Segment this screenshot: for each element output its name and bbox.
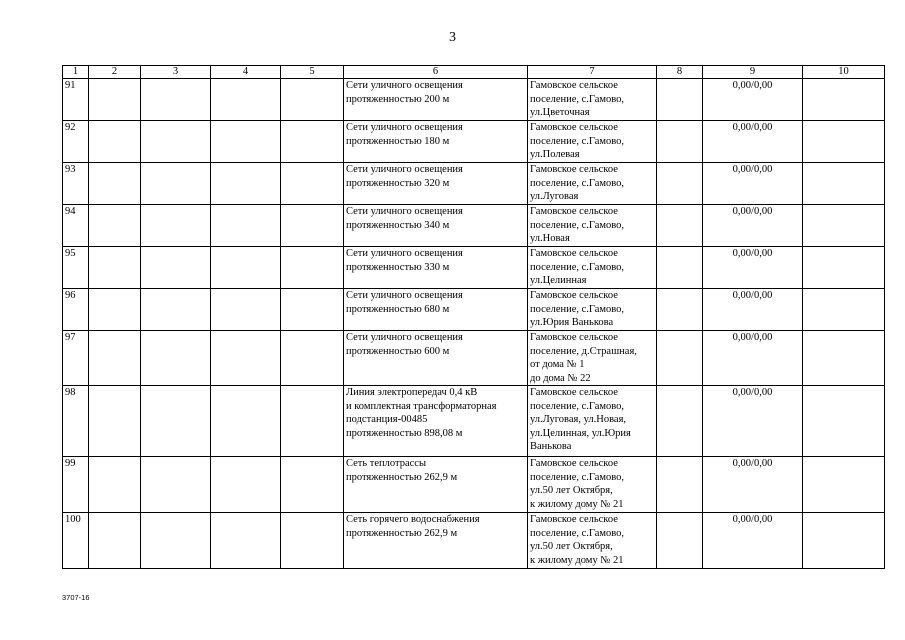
address-cell: Гамовское сельское поселение, с.Гамово, ул.Луговая [528, 163, 657, 205]
column-4-cell [211, 331, 281, 386]
column-header: 2 [89, 66, 141, 79]
column-header: 9 [703, 66, 803, 79]
value-cell: 0,00/0,00 [703, 331, 803, 386]
column-10-cell [803, 205, 885, 247]
column-4-cell [211, 205, 281, 247]
table-row [63, 513, 885, 569]
column-2-cell [89, 457, 141, 513]
value-cell: 0,00/0,00 [703, 163, 803, 205]
column-5-cell [281, 386, 344, 457]
column-10-cell [803, 513, 885, 569]
table-row [63, 457, 885, 513]
column-5-cell [281, 205, 344, 247]
column-header: 8 [657, 66, 703, 79]
row-number-cell: 92 [63, 121, 89, 163]
column-10-cell [803, 79, 885, 121]
object-name-cell: Сети уличного освещения протяженностью 320 м [344, 163, 528, 205]
column-3-cell [141, 386, 211, 457]
address-cell: Гамовское сельское поселение, д.Страшная, от дома № 1 до дома № 22 [528, 331, 657, 386]
column-8-cell [657, 457, 703, 513]
table-row [63, 205, 885, 247]
column-2-cell [89, 331, 141, 386]
table-row [63, 79, 885, 121]
object-name-cell: Сети уличного освещения протяженностью 680 м [344, 289, 528, 331]
column-5-cell [281, 121, 344, 163]
column-header: 7 [528, 66, 657, 79]
column-header: 1 [63, 66, 89, 79]
column-3-cell [141, 289, 211, 331]
column-2-cell [89, 247, 141, 289]
value-cell: 0,00/0,00 [703, 205, 803, 247]
column-4-cell [211, 513, 281, 569]
row-number-cell: 97 [63, 331, 89, 386]
column-header: 10 [803, 66, 885, 79]
column-2-cell [89, 79, 141, 121]
address-cell: Гамовское сельское поселение, с.Гамово, ул.Луговая, ул.Новая, ул.Целинная, ул.Юрия Ванькова [528, 386, 657, 457]
property-registry-table [62, 65, 885, 569]
table-row [63, 247, 885, 289]
address-cell: Гамовское сельское поселение, с.Гамово, ул.50 лет Октября, к жилому дому № 21 [528, 513, 657, 569]
column-2-cell [89, 289, 141, 331]
column-2-cell [89, 163, 141, 205]
address-cell: Гамовское сельское поселение, с.Гамово, ул.Целинная [528, 247, 657, 289]
column-10-cell [803, 247, 885, 289]
column-5-cell [281, 457, 344, 513]
column-5-cell [281, 513, 344, 569]
column-10-cell [803, 289, 885, 331]
column-5-cell [281, 247, 344, 289]
column-3-cell [141, 79, 211, 121]
column-8-cell [657, 513, 703, 569]
table-row [63, 386, 885, 457]
column-4-cell [211, 79, 281, 121]
column-8-cell [657, 163, 703, 205]
column-8-cell [657, 247, 703, 289]
column-header: 6 [344, 66, 528, 79]
object-name-cell: Сети уличного освещения протяженностью 330 м [344, 247, 528, 289]
value-cell: 0,00/0,00 [703, 386, 803, 457]
page-number: 3 [449, 30, 456, 45]
address-cell: Гамовское сельское поселение, с.Гамово, ул.Полевая [528, 121, 657, 163]
column-4-cell [211, 163, 281, 205]
address-cell: Гамовское сельское поселение, с.Гамово, ул.Юрия Ванькова [528, 289, 657, 331]
row-number-cell: 93 [63, 163, 89, 205]
document-code: 3707-16 [62, 593, 90, 602]
address-cell: Гамовское сельское поселение, с.Гамово, ул.Цветочная [528, 79, 657, 121]
value-cell: 0,00/0,00 [703, 247, 803, 289]
address-cell: Гамовское сельское поселение, с.Гамово, ул.Новая [528, 205, 657, 247]
value-cell: 0,00/0,00 [703, 513, 803, 569]
column-8-cell [657, 121, 703, 163]
column-3-cell [141, 513, 211, 569]
object-name-cell: Сети уличного освещения протяженностью 180 м [344, 121, 528, 163]
column-8-cell [657, 205, 703, 247]
table-row [63, 289, 885, 331]
row-number-cell: 94 [63, 205, 89, 247]
column-10-cell [803, 163, 885, 205]
object-name-cell: Линия электропередач 0,4 кВ и комплектная трансформаторная подстанция-00485 протяженностью 898,08 м [344, 386, 528, 457]
column-4-cell [211, 289, 281, 331]
column-2-cell [89, 386, 141, 457]
row-number-cell: 91 [63, 79, 89, 121]
value-cell: 0,00/0,00 [703, 457, 803, 513]
column-4-cell [211, 457, 281, 513]
object-name-cell: Сети уличного освещения протяженностью 600 м [344, 331, 528, 386]
column-3-cell [141, 163, 211, 205]
value-cell: 0,00/0,00 [703, 289, 803, 331]
column-header: 3 [141, 66, 211, 79]
column-4-cell [211, 386, 281, 457]
column-3-cell [141, 331, 211, 386]
column-5-cell [281, 289, 344, 331]
row-number-cell: 96 [63, 289, 89, 331]
column-3-cell [141, 457, 211, 513]
column-number-header-row [63, 66, 885, 79]
object-name-cell: Сеть теплотрассы протяженностью 262,9 м [344, 457, 528, 513]
column-4-cell [211, 121, 281, 163]
column-header: 5 [281, 66, 344, 79]
address-cell: Гамовское сельское поселение, с.Гамово, ул.50 лет Октября, к жилому дому № 21 [528, 457, 657, 513]
column-8-cell [657, 79, 703, 121]
column-3-cell [141, 121, 211, 163]
column-2-cell [89, 513, 141, 569]
table-row [63, 331, 885, 386]
column-3-cell [141, 205, 211, 247]
object-name-cell: Сети уличного освещения протяженностью 200 м [344, 79, 528, 121]
column-5-cell [281, 331, 344, 386]
value-cell: 0,00/0,00 [703, 79, 803, 121]
table-row [63, 121, 885, 163]
column-10-cell [803, 121, 885, 163]
column-header: 4 [211, 66, 281, 79]
registry-body [63, 79, 885, 569]
object-name-cell: Сеть горячего водоснабжения протяженностью 262,9 м [344, 513, 528, 569]
column-3-cell [141, 247, 211, 289]
table-row [63, 163, 885, 205]
column-2-cell [89, 121, 141, 163]
column-10-cell [803, 457, 885, 513]
column-10-cell [803, 386, 885, 457]
column-8-cell [657, 331, 703, 386]
column-5-cell [281, 79, 344, 121]
column-4-cell [211, 247, 281, 289]
row-number-cell: 95 [63, 247, 89, 289]
column-5-cell [281, 163, 344, 205]
column-8-cell [657, 386, 703, 457]
row-number-cell: 99 [63, 457, 89, 513]
value-cell: 0,00/0,00 [703, 121, 803, 163]
column-8-cell [657, 289, 703, 331]
row-number-cell: 100 [63, 513, 89, 569]
column-2-cell [89, 205, 141, 247]
column-10-cell [803, 331, 885, 386]
row-number-cell: 98 [63, 386, 89, 457]
object-name-cell: Сети уличного освещения протяженностью 340 м [344, 205, 528, 247]
